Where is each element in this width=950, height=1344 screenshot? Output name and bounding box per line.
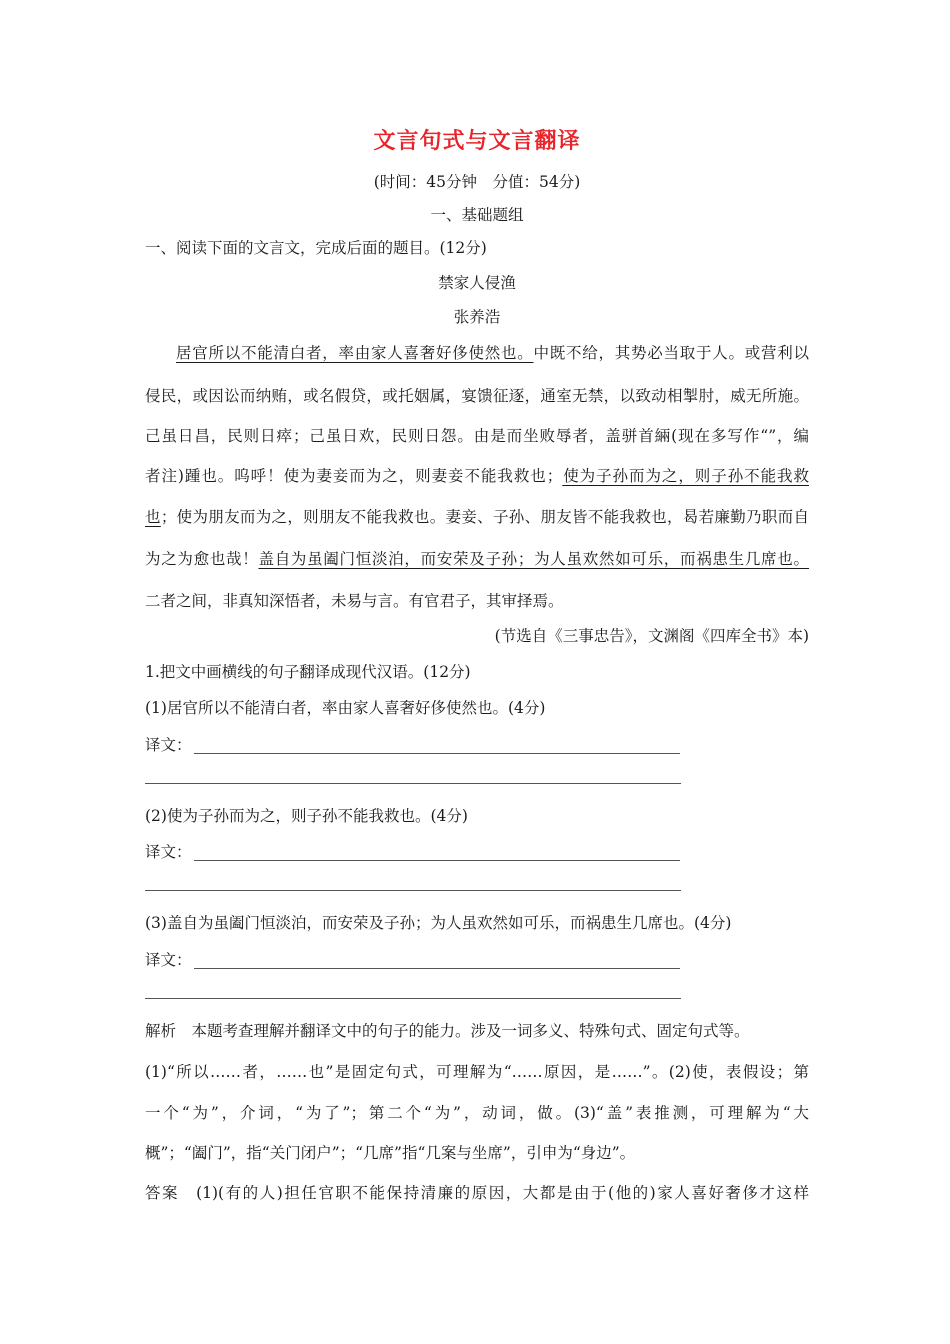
analysis-line-3: 一个“为”，介词，“为了”；第二个“为”，动词，做。(3)“盖”表推测，可理解为“大 bbox=[145, 1104, 809, 1122]
answer-line[interactable] bbox=[194, 859, 680, 861]
answer-line[interactable] bbox=[194, 967, 680, 969]
answer-line[interactable] bbox=[145, 890, 681, 891]
passage-line-2: 侵民，或因讼而纳贿，或名假贷，或托姻属，宴馈征逐，通室无禁，以致动相掣肘，威无所施。 bbox=[145, 387, 809, 405]
passage-line-5: 也；使为朋友而为之，则朋友不能我救也。妻妾、子孙、朋友皆不能我救也，曷若廉勤乃职而自 bbox=[145, 508, 809, 526]
analysis-line-4: 概”；“阖门”，指“关门闭户”；“几席”指“几案与坐席”，引申为“身边”。 bbox=[145, 1144, 636, 1162]
question-1-item-2: (2)使为子孙而为之，则子孙不能我救也。(4分) bbox=[145, 807, 468, 825]
translation-label-3: 译文： bbox=[145, 948, 680, 970]
answer-line[interactable] bbox=[145, 783, 681, 784]
answer-line[interactable] bbox=[194, 752, 680, 754]
page-title: 文言句式与文言翻译 bbox=[373, 128, 581, 154]
passage-source: (节选自《三事忠告》，文渊阁《四库全书》本) bbox=[494, 627, 809, 645]
passage-line-6: 为之为愈也哉！盖自为虽阖门恒淡泊，而安荣及子孙；为人虽欢然如可乐，而祸患生几席也。 bbox=[145, 550, 809, 568]
answer-line-1: 答案 (1)(有的人)担任官职不能保持清廉的原因，大都是由于(他的)家人喜好奢侈才这样 bbox=[145, 1184, 809, 1202]
passage-line-3: 己虽日昌，民则日瘁；己虽日欢，民则日怨。由是而坐败辱者，盖骈首緉(现在多写作“”，编 bbox=[145, 427, 809, 445]
underlined-sentence: 也 bbox=[145, 508, 161, 526]
answer-line[interactable] bbox=[145, 998, 681, 999]
translation-label-2: 译文： bbox=[145, 840, 680, 862]
analysis-line-2: (1)“所以……者，……也”是固定句式，可理解为“……原因，是……”。(2)使，表假设；第 bbox=[145, 1063, 809, 1081]
section-heading: 一、基础题组 bbox=[430, 206, 524, 224]
translation-label-1: 译文： bbox=[145, 733, 680, 755]
question-1-item-1: (1)居官所以不能清白者，率由家人喜奢好侈使然也。(4分) bbox=[145, 699, 546, 717]
passage-line-4: 者注)踵也。呜呼！使为妻妾而为之，则妻妾不能我救也；使为子孙而为之，则子孙不能我救 bbox=[145, 467, 809, 485]
analysis-line-1: 解析 本题考查理解并翻译文中的句子的能力。涉及一词多义、特殊句式、固定句式等。 bbox=[145, 1022, 750, 1040]
exam-meta: (时间：45分钟 分值：54分) bbox=[373, 173, 581, 191]
passage-author: 张养浩 bbox=[453, 308, 501, 326]
underlined-sentence: 居官所以不能清白者，率由家人喜奢好侈使然也。 bbox=[176, 344, 534, 362]
question-1-stem: 1.把文中画横线的句子翻译成现代汉语。(12分) bbox=[145, 663, 471, 681]
passage-title: 禁家人侵渔 bbox=[438, 274, 516, 292]
passage-line-1: 居官所以不能清白者，率由家人喜奢好侈使然也。中既不给，其势必当取于人。或营利以 bbox=[176, 344, 809, 362]
underlined-sentence: 盖自为虽阖门恒淡泊，而安荣及子孙；为人虽欢然如可乐，而祸患生几席也。 bbox=[258, 550, 809, 568]
question-intro: 一、阅读下面的文言文，完成后面的题目。(12分) bbox=[145, 239, 487, 257]
passage-line-7: 二者之间，非真知深悟者，未易与言。有官君子，其审择焉。 bbox=[145, 592, 564, 610]
underlined-sentence: 使为子孙而为之，则子孙不能我救 bbox=[562, 467, 809, 485]
question-1-item-3: (3)盖自为虽阖门恒淡泊，而安荣及子孙；为人虽欢然如可乐，而祸患生几席也。(4分) bbox=[145, 914, 732, 932]
